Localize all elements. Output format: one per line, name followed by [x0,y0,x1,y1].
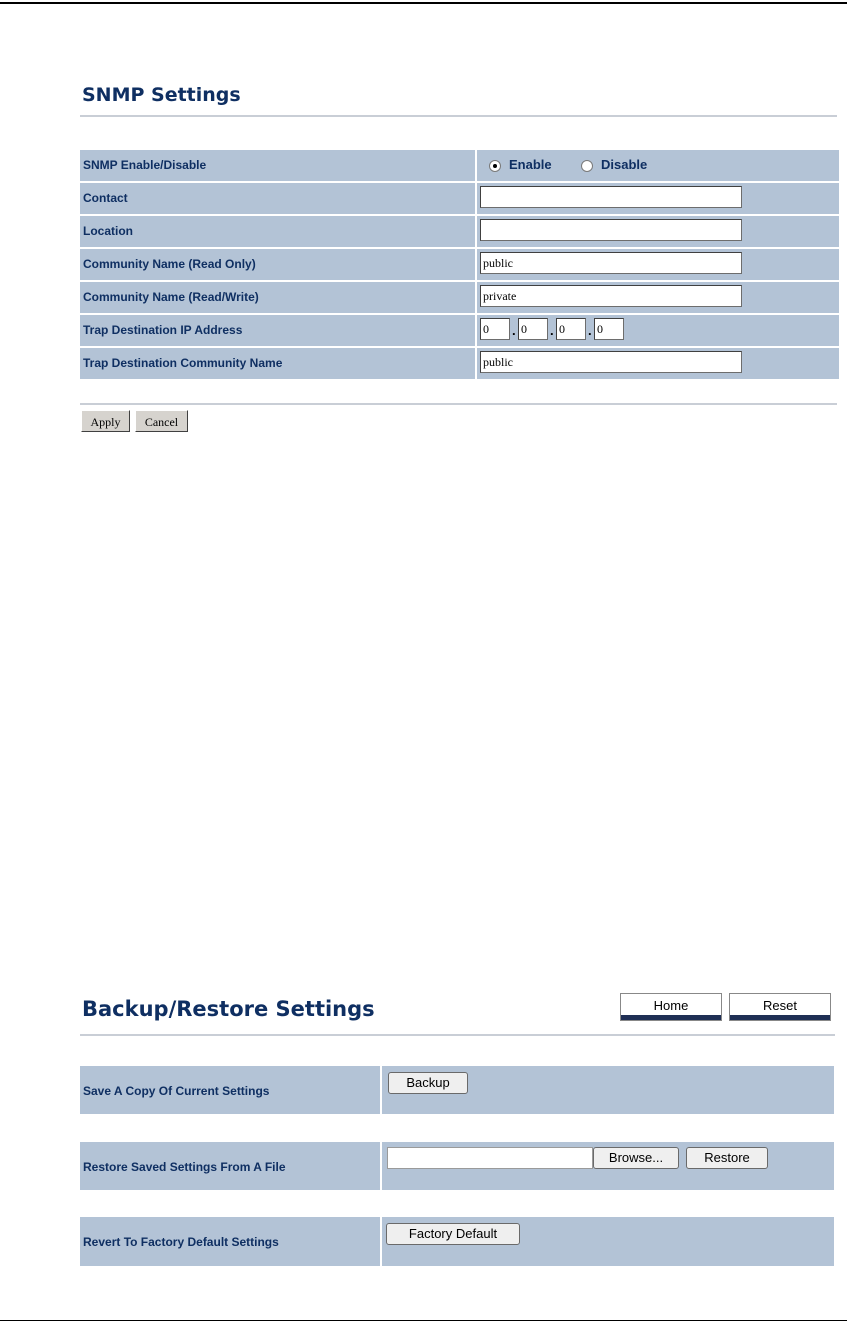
snmp-row-community-rw [80,282,837,313]
backup-label: Save A Copy Of Current Settings [83,1084,270,1098]
location-input[interactable] [480,219,742,241]
enable-radio[interactable] [489,160,501,172]
snmp-settings-table [80,150,837,381]
snmp-row-community-ro [80,249,837,280]
snmp-title-divider [80,115,837,117]
disable-radio-label: Disable [601,157,648,172]
trap-ip-octet-1[interactable]: 0 [480,318,510,340]
home-button[interactable]: Home [620,993,722,1021]
trap-ip-label: Trap Destination IP Address [83,323,243,337]
contact-label: Contact [83,191,128,205]
snmp-title: SNMP Settings [82,84,241,106]
trap-ip-octet-4[interactable]: 0 [594,318,624,340]
snmp-bottom-divider [80,403,837,405]
community-ro-label: Community Name (Read Only) [83,257,256,271]
community-rw-label: Community Name (Read/Write) [83,290,259,304]
ip-dot-3: . [588,323,592,338]
cancel-button[interactable]: Cancel [135,410,188,432]
apply-button[interactable]: Apply [81,410,130,432]
snmp-enable-label: SNMP Enable/Disable [83,158,207,172]
restore-button[interactable]: Restore [686,1147,768,1169]
community-rw-input[interactable]: private [480,285,742,307]
backup-row [80,1066,834,1114]
snmp-row-enable [80,150,837,181]
factory-default-row [80,1217,834,1266]
backup-title-divider [80,1034,835,1036]
disable-radio[interactable] [581,160,593,172]
factory-default-button[interactable]: Factory Default [386,1223,520,1245]
community-ro-input[interactable]: public [480,252,742,274]
restore-file-input[interactable] [387,1147,593,1169]
browse-button[interactable]: Browse... [593,1147,679,1169]
factory-default-label: Revert To Factory Default Settings [83,1235,279,1249]
trap-community-label: Trap Destination Community Name [83,356,283,370]
ip-dot-1: . [512,323,516,338]
trap-ip-octet-3[interactable]: 0 [556,318,586,340]
restore-label: Restore Saved Settings From A File [83,1160,286,1174]
top-rule [0,2,847,4]
reset-button[interactable]: Reset [729,993,831,1021]
bottom-rule [0,1320,847,1321]
snmp-row-contact [80,183,837,214]
snmp-row-location [80,216,837,247]
backup-button[interactable]: Backup [388,1072,468,1094]
restore-row [80,1142,834,1190]
snmp-row-trap-ip [80,315,837,346]
snmp-row-trap-community [80,348,837,379]
backup-title: Backup/Restore Settings [82,997,375,1021]
enable-radio-label: Enable [509,157,552,172]
location-label: Location [83,224,133,238]
trap-ip-octet-2[interactable]: 0 [518,318,548,340]
ip-dot-2: . [550,323,554,338]
contact-input[interactable] [480,186,742,208]
trap-community-input[interactable]: public [480,351,742,373]
